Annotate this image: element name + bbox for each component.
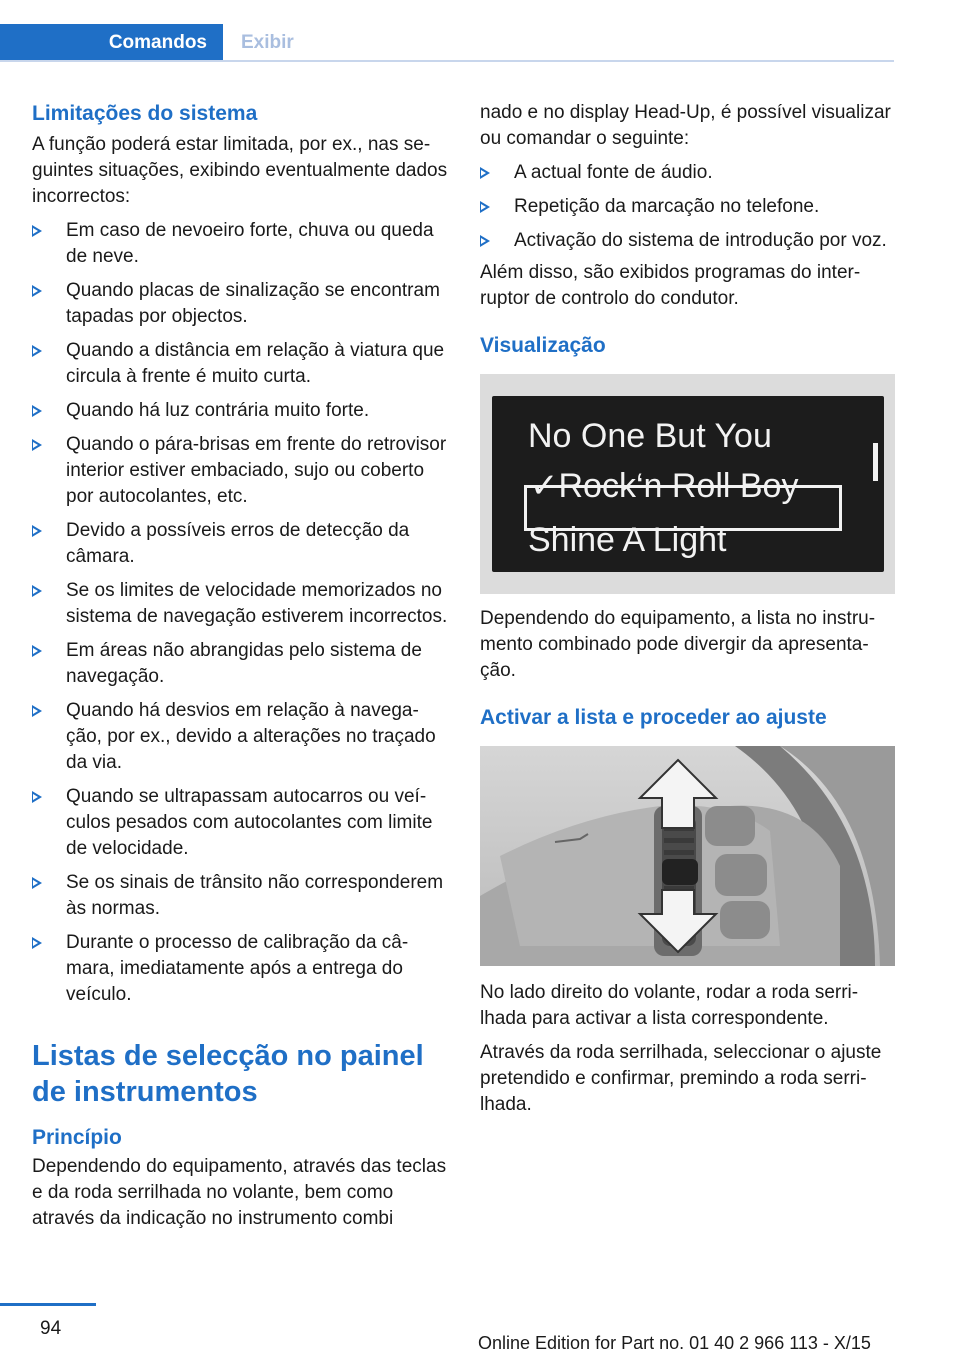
list-item-text: Activação do sistema de introdução por voz. xyxy=(514,230,887,251)
list-item-text: Quando o pára-brisas em frente do retrovisor interior estiver embaciado, sujo ou coberto por autocolantes, etc. xyxy=(66,434,447,507)
list-item-text: Em áreas não abrangidas pelo sistema de navegação. xyxy=(66,640,422,687)
left-column xyxy=(32,100,448,1232)
features-list xyxy=(480,160,896,254)
header-divider xyxy=(0,60,894,62)
list-item-text: Devido a possíveis erros de detecção da câmara. xyxy=(66,520,410,567)
paragraph-principle: Dependendo do equipamento, através das teclas e da roda serrilhada no volante, bem como através da indicação no instrumento combi xyxy=(32,1156,447,1229)
paragraph-limitations: A função poderá estar limitada, por ex., nas seguintes situações, exibindo eventualmente dados incorrectos: xyxy=(32,134,448,207)
list-item-text: Durante o processo de calibração da câmara, imediatamente após a entrega do veículo. xyxy=(66,932,409,1005)
steering-wheel-illustration xyxy=(480,746,895,966)
paragraph-continued: nado e no display Head-Up, é possível visualizar ou comandar o seguinte: xyxy=(480,102,891,149)
list-item-text: Em caso de nevoeiro forte, chuva ou queda de neve. xyxy=(66,220,434,267)
triangle-bullet-icon xyxy=(480,235,490,247)
triangle-bullet-icon xyxy=(32,705,42,717)
scroll-indicator xyxy=(873,443,878,481)
list-item xyxy=(480,194,896,220)
triangle-bullet-icon xyxy=(32,345,42,357)
list-item xyxy=(32,338,448,390)
list-item-text: Quando há desvios em relação à navegação, por ex., devido a alterações no traçado da via. xyxy=(66,700,436,773)
list-item-text: Se os limites de velocidade memorizados no sistema de navegação estiverem incorrectos. xyxy=(66,580,448,627)
list-item-text: Se os sinais de trânsito não corresponderem às normas. xyxy=(66,872,444,919)
triangle-bullet-icon xyxy=(32,525,42,537)
list-item xyxy=(32,398,448,424)
list-item xyxy=(32,278,448,330)
triangle-bullet-icon xyxy=(32,585,42,597)
paragraph-wheel-activate: No lado direito do volante, rodar a roda serrilhada para activar a lista correspondente. xyxy=(480,982,859,1029)
list-item xyxy=(32,930,448,1008)
paragraph-driver-switch: Além disso, são exibidos programas do interruptor de controlo do condutor. xyxy=(480,262,861,309)
triangle-bullet-icon xyxy=(480,201,490,213)
triangle-bullet-icon xyxy=(32,645,42,657)
list-item xyxy=(32,638,448,690)
list-item xyxy=(480,228,896,254)
list-entry-1: No One But You xyxy=(528,417,772,455)
triangle-bullet-icon xyxy=(32,285,42,297)
right-column xyxy=(480,100,896,1118)
list-item xyxy=(32,518,448,570)
heading-system-limitations: Limitações do sistema xyxy=(32,102,258,125)
list-item xyxy=(32,870,448,922)
heading-selection-lists: Listas de selecção no painel de instrumentos xyxy=(32,1040,424,1108)
list-item xyxy=(32,432,448,510)
paragraph-display-note: Dependendo do equipamento, a lista no instrumento combinado pode divergir da apresentação. xyxy=(480,608,876,681)
paragraph-wheel-select: Através da roda serrilhada, seleccionar o ajuste pretendido e confirmar, premindo a roda serrilhada. xyxy=(480,1042,882,1115)
list-item-text: Repetição da marcação no telefone. xyxy=(514,196,820,217)
triangle-bullet-icon xyxy=(32,791,42,803)
list-item-text: Quando se ultrapassam autocarros ou veículos pesados com autocolantes com limite de velocidade. xyxy=(66,786,433,859)
triangle-bullet-icon xyxy=(480,167,490,179)
list-item-text: Quando placas de sinalização se encontram tapadas por objectos. xyxy=(66,280,440,327)
triangle-bullet-icon xyxy=(32,877,42,889)
triangle-bullet-icon xyxy=(32,225,42,237)
tab-comandos[interactable]: Comandos xyxy=(0,24,223,62)
list-item xyxy=(32,698,448,776)
page-number: 94 xyxy=(40,1318,62,1339)
triangle-bullet-icon xyxy=(32,405,42,417)
header xyxy=(0,0,894,62)
list-item-text: Quando a distância em relação à viatura que circula à frente é muito curta. xyxy=(66,340,445,387)
edition-note: Online Edition for Part no. 01 40 2 966 113 - X/15 xyxy=(478,1333,871,1353)
tab-exibir[interactable]: Exibir xyxy=(241,32,294,53)
list-item xyxy=(32,218,448,270)
heading-activate-list: Activar a lista e proceder ao ajuste xyxy=(480,706,827,729)
list-entry-3: Shine A Light xyxy=(528,521,727,559)
heading-principle: Princípio xyxy=(32,1126,122,1149)
list-item xyxy=(480,160,896,186)
limitations-list xyxy=(32,218,448,1008)
footer-divider xyxy=(0,1303,96,1306)
list-item xyxy=(32,784,448,862)
list-item-text: Quando há luz contrária muito forte. xyxy=(66,400,370,421)
triangle-bullet-icon xyxy=(32,439,42,451)
instrument-display-illustration xyxy=(480,374,895,594)
list-item xyxy=(32,578,448,630)
list-item-text: A actual fonte de áudio. xyxy=(514,162,713,183)
heading-visualization: Visualização xyxy=(480,334,606,357)
list-entry-2-selected: ✓Rock‘n Roll Boy xyxy=(530,467,799,505)
triangle-bullet-icon xyxy=(32,937,42,949)
steering-wheel-icon xyxy=(480,746,895,966)
